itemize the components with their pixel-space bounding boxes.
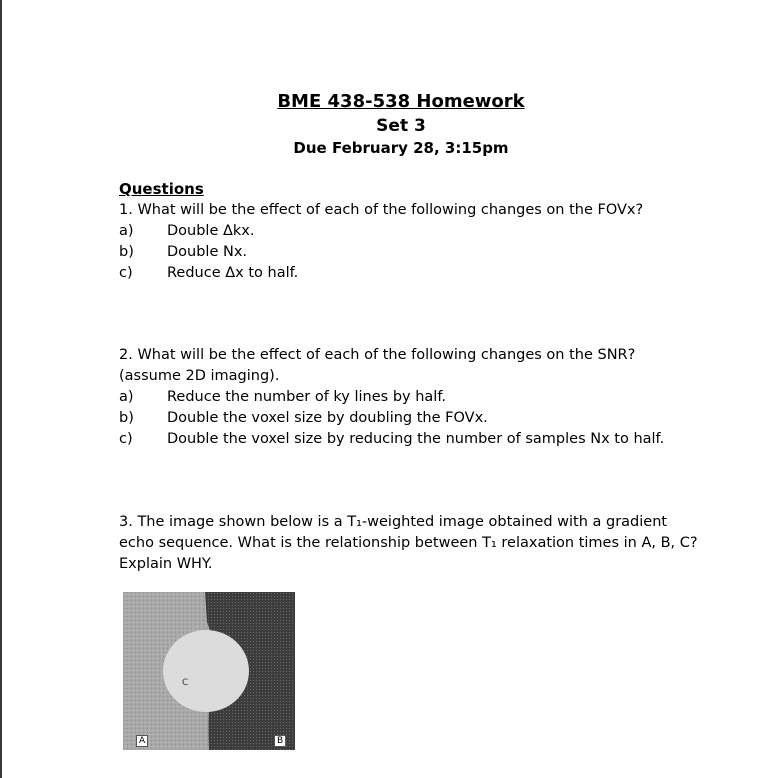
q2-item-a-label: a)	[119, 389, 134, 405]
q1-item-b-label: b)	[119, 244, 134, 260]
due-date: Due February 28, 3:15pm	[293, 139, 509, 157]
q2-item-b-text: Double the voxel size by doubling the FOVx.	[167, 410, 488, 426]
mri-phantom-image	[123, 592, 295, 750]
set-number: Set 3	[376, 116, 426, 136]
label-b: B	[274, 735, 286, 747]
question-3-line-1: 3. The image shown below is a T₁-weighted image obtained with a gradient	[119, 514, 668, 530]
q2-item-c-text: Double the voxel size by reducing the number of samples Nx to half.	[167, 431, 665, 447]
question-1-prompt: 1. What will be the effect of each of the following changes on the FOVx?	[119, 202, 644, 218]
q2-item-a-text: Reduce the number of ky lines by half.	[167, 389, 446, 405]
course-title: BME 438-538 Homework	[277, 91, 525, 112]
mri-phantom-graphic	[123, 592, 295, 750]
q2-item-b-label: b)	[119, 410, 134, 426]
q1-item-c-text: Reduce Δx to half.	[167, 265, 299, 281]
label-c: C	[182, 678, 189, 688]
question-2-prompt: 2. What will be the effect of each of the following changes on the SNR?	[119, 347, 636, 363]
question-3-line-3: Explain WHY.	[119, 556, 213, 572]
q1-item-a-text: Double Δkx.	[167, 223, 255, 239]
section-heading: Questions	[119, 180, 204, 198]
question-2-prompt-cont: (assume 2D imaging).	[119, 368, 280, 384]
region-c	[163, 630, 249, 712]
q1-item-b-text: Double Nx.	[167, 244, 248, 260]
question-3-line-2: echo sequence. What is the relationship between T₁ relaxation times in A, B, C?	[119, 535, 698, 551]
label-a: A	[136, 735, 148, 747]
q1-item-c-label: c)	[119, 265, 133, 281]
q2-item-c-label: c)	[119, 431, 133, 447]
q1-item-a-label: a)	[119, 223, 134, 239]
